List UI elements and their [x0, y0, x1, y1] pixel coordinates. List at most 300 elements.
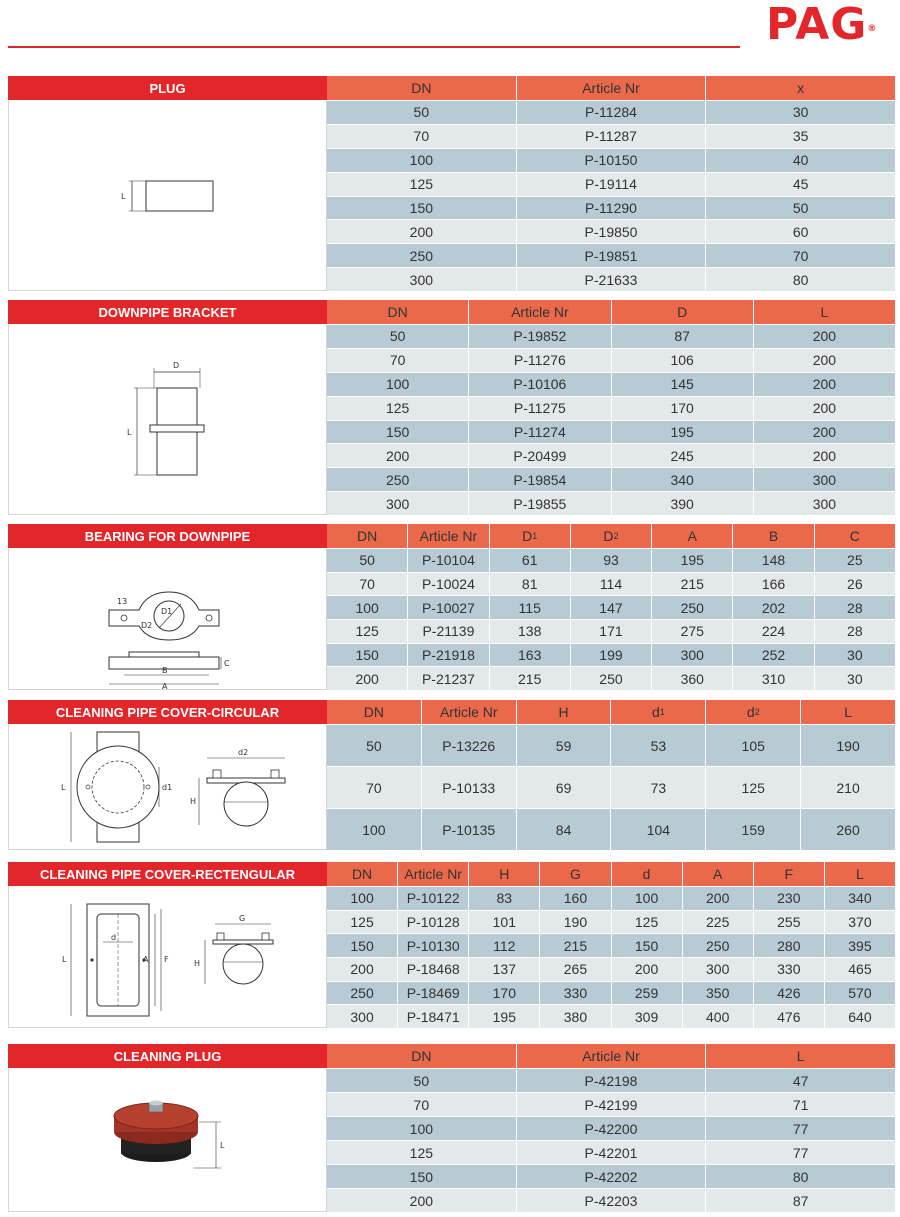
table-cell: 87: [611, 325, 753, 348]
table-cell: 26: [814, 573, 895, 596]
table-cell: 145: [611, 373, 753, 396]
table-row: [327, 724, 895, 766]
column-header-label: H: [558, 704, 569, 720]
table-cell: 77: [705, 1117, 895, 1140]
table-cell: P-10024: [407, 573, 488, 596]
table-header-row: [327, 862, 895, 886]
table-cell: 390: [611, 492, 753, 515]
table-cell: 61: [489, 549, 570, 572]
section-cleaning-plug: [8, 1044, 895, 1212]
table-cell: 115: [489, 596, 570, 619]
table-cell: 166: [732, 573, 813, 596]
rectangular-cover-drawing: [9, 886, 326, 1027]
product-panel: [8, 1044, 327, 1212]
dim-label: L: [220, 1141, 225, 1150]
column-header-label: A: [713, 866, 723, 882]
table-row: [327, 1164, 895, 1188]
column-header-subscript: 2: [754, 707, 760, 717]
table-cell: 70: [705, 244, 895, 267]
product-panel: [8, 76, 327, 291]
table-cell: 83: [468, 887, 539, 910]
table-cell: 125: [355, 623, 379, 640]
column-header-label: DN: [357, 528, 378, 544]
table-cell: 47: [705, 1069, 895, 1092]
table-row: [327, 491, 895, 515]
table-cell: 200: [385, 447, 410, 464]
section-cleaning-pipe-cover-rectangular: [8, 862, 895, 1028]
table-cell: 170: [468, 982, 539, 1005]
table-cell: 59: [516, 725, 611, 766]
dim-label: L: [127, 428, 132, 437]
table-row: [327, 643, 895, 667]
table-cell: 465: [824, 958, 895, 981]
column-header: [397, 862, 468, 886]
table-header-row: [327, 300, 895, 324]
section-cleaning-pipe-cover-circular: [8, 700, 895, 850]
table-cell: 125: [350, 914, 374, 930]
table-cell: 81: [489, 573, 570, 596]
table-cell: 259: [611, 982, 682, 1005]
table-header-row: [327, 524, 895, 548]
table-cell: 245: [611, 444, 753, 467]
table-body: [327, 1068, 895, 1212]
table-cell: 224: [732, 620, 813, 643]
column-header: [753, 300, 895, 324]
column-header: [824, 862, 895, 886]
table-cell: 200: [409, 1192, 434, 1209]
table-cell: 50: [389, 328, 406, 345]
table-cell: P-10106: [468, 373, 610, 396]
column-header: [732, 524, 813, 548]
table-cell: 100: [611, 887, 682, 910]
table-cell: P-11274: [468, 421, 610, 444]
table-cell: 265: [539, 958, 610, 981]
table-cell: 147: [570, 596, 651, 619]
column-header-subscript: 2: [613, 531, 619, 541]
table-cell: P-11276: [468, 349, 610, 372]
table-cell: 148: [732, 549, 813, 572]
section-title: CLEANING PIPE COVER-RECTENGULAR: [8, 862, 327, 886]
column-header-label: d: [642, 866, 651, 882]
table-cell: 171: [570, 620, 651, 643]
column-header-label: L: [820, 304, 829, 320]
column-header: [327, 700, 421, 724]
column-header: [468, 300, 610, 324]
section-title: CLEANING PLUG: [8, 1044, 327, 1068]
table-cell: 25: [814, 549, 895, 572]
column-header: [421, 700, 516, 724]
table-cell: 70: [413, 1096, 430, 1113]
dim-label: D: [173, 361, 180, 370]
dim-label: d: [111, 933, 117, 942]
spec-table: [327, 524, 895, 690]
table-cell: 250: [409, 247, 434, 264]
table-row: [327, 1092, 895, 1116]
column-header-label: G: [569, 866, 581, 882]
column-header: [516, 1044, 706, 1068]
table-cell: 105: [705, 725, 800, 766]
table-cell: 170: [611, 397, 753, 420]
column-header: [814, 524, 895, 548]
table-cell: 159: [705, 809, 800, 850]
dim-label: G: [239, 914, 246, 923]
table-cell: 50: [359, 552, 375, 569]
column-header: [327, 76, 516, 100]
dim-label: L: [62, 955, 67, 964]
table-cell: P-10104: [407, 549, 488, 572]
table-cell: 340: [824, 887, 895, 910]
table-cell: 104: [610, 809, 705, 850]
dim-label: B: [162, 666, 168, 675]
table-header-row: [327, 76, 895, 100]
table-cell: 30: [814, 667, 895, 690]
column-header-label: C: [849, 528, 860, 544]
section-title: PLUG: [8, 76, 327, 100]
table-cell: 340: [611, 468, 753, 491]
table-cell: 70: [366, 779, 382, 796]
table-cell: 125: [409, 1144, 434, 1161]
table-cell: 300: [350, 1008, 374, 1025]
table-cell: 160: [539, 887, 610, 910]
table-cell: 400: [682, 1005, 753, 1028]
product-panel: [8, 700, 327, 850]
section-bearing-for-downpipe: [8, 524, 895, 690]
table-row: [327, 886, 895, 910]
table-cell: P-21633: [516, 268, 706, 291]
column-header-label: F: [784, 866, 794, 882]
table-cell: 202: [732, 596, 813, 619]
table-cell: 370: [824, 911, 895, 934]
table-row: [327, 933, 895, 957]
column-header-label: L: [856, 866, 864, 882]
column-header: [539, 862, 610, 886]
table-cell: P-19855: [468, 492, 610, 515]
table-cell: 195: [651, 549, 732, 572]
table-cell: 69: [516, 767, 611, 808]
column-header: [516, 76, 706, 100]
table-row: [327, 910, 895, 934]
table-cell: 195: [468, 1005, 539, 1028]
column-header: [682, 862, 753, 886]
table-row: [327, 981, 895, 1005]
table-cell: 190: [539, 911, 610, 934]
table-row: [327, 243, 895, 267]
table-cell: P-18468: [397, 958, 468, 981]
table-cell: P-10122: [397, 887, 468, 910]
section-downpipe-bracket: [8, 300, 895, 515]
table-cell: 200: [409, 223, 434, 240]
table-row: [327, 595, 895, 619]
table-cell: 309: [611, 1005, 682, 1028]
table-cell: 640: [824, 1005, 895, 1028]
table-cell: P-21139: [407, 620, 488, 643]
table-cell: 100: [362, 821, 386, 838]
table-cell: 395: [824, 934, 895, 957]
product-panel: [8, 300, 327, 515]
table-cell: 101: [468, 911, 539, 934]
table-cell: P-10130: [397, 934, 468, 957]
table-cell: P-19114: [516, 173, 706, 196]
column-header-subscript: 1: [532, 531, 538, 541]
dim-label: D1: [161, 607, 173, 616]
column-header-label: Article Nr: [582, 1048, 640, 1064]
table-cell: 70: [359, 576, 375, 592]
table-cell: 300: [682, 958, 753, 981]
cleaning-plug-photo: [9, 1068, 326, 1211]
table-cell: P-13226: [421, 725, 516, 766]
table-body: [327, 324, 895, 515]
table-row: [327, 348, 895, 372]
table-cell: 330: [753, 958, 824, 981]
table-row: [327, 219, 895, 243]
table-cell: 125: [385, 400, 410, 417]
table-cell: P-18471: [397, 1005, 468, 1028]
table-cell: 150: [409, 199, 434, 216]
table-body: [327, 100, 895, 291]
table-cell: P-10027: [407, 596, 488, 619]
table-cell: 250: [651, 596, 732, 619]
column-header-label: L: [796, 1048, 805, 1064]
table-cell: 200: [753, 325, 895, 348]
column-header-label: Article Nr: [582, 80, 640, 96]
column-header: [705, 76, 895, 100]
table-cell: 150: [611, 934, 682, 957]
column-header: [705, 1044, 895, 1068]
table-cell: 28: [814, 620, 895, 643]
dim-label: d1: [162, 783, 173, 792]
table-cell: 100: [350, 890, 374, 907]
column-header: [570, 524, 651, 548]
table-cell: 84: [516, 809, 611, 850]
table-cell: P-11287: [516, 125, 706, 148]
table-cell: 215: [489, 667, 570, 690]
table-row: [327, 372, 895, 396]
table-cell: P-19851: [516, 244, 706, 267]
table-cell: 60: [705, 220, 895, 243]
table-cell: 330: [539, 982, 610, 1005]
column-header: [327, 524, 407, 548]
column-header: [327, 1044, 516, 1068]
table-cell: 476: [753, 1005, 824, 1028]
table-row: [327, 172, 895, 196]
table-cell: P-10128: [397, 911, 468, 934]
spec-table: [327, 700, 895, 850]
table-cell: 30: [705, 101, 895, 124]
table-cell: 252: [732, 644, 813, 667]
column-header-label: D: [677, 304, 688, 320]
section-title: CLEANING PIPE COVER-CIRCULAR: [8, 700, 327, 724]
column-header-label: D: [603, 528, 614, 544]
table-cell: 30: [814, 644, 895, 667]
table-row: [327, 572, 895, 596]
table-cell: P-11290: [516, 197, 706, 220]
table-cell: 215: [539, 934, 610, 957]
column-header-subscript: 1: [659, 707, 665, 717]
table-cell: 300: [385, 495, 410, 512]
table-cell: 70: [389, 352, 406, 369]
table-cell: 73: [610, 767, 705, 808]
table-row: [327, 443, 895, 467]
table-cell: 250: [385, 471, 410, 488]
table-cell: 100: [409, 1120, 434, 1137]
table-cell: 225: [682, 911, 753, 934]
table-cell: 125: [705, 767, 800, 808]
dim-label: F: [164, 955, 169, 964]
table-cell: 100: [409, 152, 434, 169]
table-cell: 28: [814, 596, 895, 619]
dim-label: H: [194, 959, 201, 968]
table-cell: 71: [705, 1093, 895, 1116]
table-cell: P-21237: [407, 667, 488, 690]
table-row: [327, 1188, 895, 1212]
table-cell: 255: [753, 911, 824, 934]
dim-label: L: [61, 783, 66, 792]
table-row: [327, 148, 895, 172]
table-cell: 199: [570, 644, 651, 667]
table-cell: 300: [753, 492, 895, 515]
table-cell: P-42198: [516, 1069, 706, 1092]
table-cell: P-10135: [421, 809, 516, 850]
table-cell: 360: [651, 667, 732, 690]
table-cell: 138: [489, 620, 570, 643]
column-header-label: d: [746, 704, 755, 720]
table-cell: 80: [705, 1165, 895, 1188]
table-cell: 125: [611, 911, 682, 934]
table-row: [327, 1004, 895, 1028]
table-cell: 200: [355, 670, 379, 687]
table-cell: 380: [539, 1005, 610, 1028]
table-cell: P-18469: [397, 982, 468, 1005]
column-header: [705, 700, 800, 724]
column-header: [610, 700, 705, 724]
table-cell: 200: [753, 349, 895, 372]
table-cell: 137: [468, 958, 539, 981]
table-row: [327, 1140, 895, 1164]
downpipe-bracket-drawing: [9, 324, 326, 514]
dim-label: 13: [117, 597, 128, 606]
table-cell: 215: [651, 573, 732, 596]
brand-logo: PAG®: [766, 0, 878, 50]
table-cell: 280: [753, 934, 824, 957]
table-cell: 200: [611, 958, 682, 981]
table-row: [327, 467, 895, 491]
table-cell: 426: [753, 982, 824, 1005]
plug-drawing: [9, 100, 326, 290]
table-cell: P-19852: [468, 325, 610, 348]
table-cell: 310: [732, 667, 813, 690]
section-title: DOWNPIPE BRACKET: [8, 300, 327, 324]
table-cell: P-11275: [468, 397, 610, 420]
table-cell: 200: [350, 961, 374, 978]
column-header-label: DN: [351, 866, 373, 882]
table-cell: P-42199: [516, 1093, 706, 1116]
column-header: [327, 862, 397, 886]
table-cell: P-42200: [516, 1117, 706, 1140]
table-cell: P-10150: [516, 149, 706, 172]
dim-label: d2: [238, 748, 249, 757]
table-row: [327, 267, 895, 291]
spec-table: [327, 862, 895, 1028]
table-cell: 300: [753, 468, 895, 491]
table-cell: P-10133: [421, 767, 516, 808]
table-cell: 100: [355, 599, 379, 616]
table-cell: 70: [413, 128, 430, 145]
column-header-label: Article Nr: [511, 304, 569, 320]
table-cell: P-42202: [516, 1165, 706, 1188]
table-cell: 150: [350, 937, 374, 954]
spec-table: [327, 1044, 895, 1212]
table-row: [327, 1068, 895, 1092]
table-cell: P-42201: [516, 1141, 706, 1164]
table-cell: P-21918: [407, 644, 488, 667]
table-cell: 112: [468, 934, 539, 957]
table-cell: 150: [409, 1168, 434, 1185]
column-header-label: H: [499, 866, 510, 882]
table-row: [327, 666, 895, 690]
table-cell: 35: [705, 125, 895, 148]
column-header-label: DN: [387, 304, 408, 320]
table-cell: P-20499: [468, 444, 610, 467]
table-row: [327, 124, 895, 148]
spec-table: [327, 76, 895, 291]
table-row: [327, 766, 895, 808]
column-header: [327, 300, 468, 324]
section-plug: [8, 76, 895, 291]
table-cell: P-11284: [516, 101, 706, 124]
dim-label: A: [162, 682, 168, 690]
table-row: [327, 324, 895, 348]
dim-label: H: [190, 797, 197, 806]
table-cell: 200: [753, 421, 895, 444]
column-header: [611, 862, 682, 886]
table-cell: 50: [705, 197, 895, 220]
table-body: [327, 724, 895, 850]
table-cell: 125: [409, 176, 434, 193]
product-panel: [8, 862, 327, 1028]
column-header: [407, 524, 488, 548]
column-header: [516, 700, 611, 724]
table-cell: 250: [682, 934, 753, 957]
table-cell: 50: [366, 737, 382, 754]
table-cell: 200: [753, 397, 895, 420]
table-cell: P-42203: [516, 1189, 706, 1212]
section-title: BEARING FOR DOWNPIPE: [8, 524, 327, 548]
table-cell: 40: [705, 149, 895, 172]
column-header: [651, 524, 732, 548]
table-cell: 50: [413, 1072, 430, 1089]
table-body: [327, 886, 895, 1028]
table-cell: 200: [682, 887, 753, 910]
table-row: [327, 100, 895, 124]
dim-label: D2: [141, 621, 153, 630]
spec-table: [327, 300, 895, 515]
column-header-label: D: [522, 528, 533, 544]
table-cell: 195: [611, 421, 753, 444]
table-row: [327, 548, 895, 572]
table-cell: 53: [610, 725, 705, 766]
table-cell: 350: [682, 982, 753, 1005]
table-row: [327, 196, 895, 220]
table-cell: 150: [385, 423, 410, 440]
table-cell: 77: [705, 1141, 895, 1164]
column-header-label: A: [687, 528, 697, 544]
circular-cover-drawing: [9, 724, 326, 849]
table-cell: 200: [753, 373, 895, 396]
table-cell: 106: [611, 349, 753, 372]
dim-label: L: [121, 192, 126, 201]
table-cell: 80: [705, 268, 895, 291]
table-cell: 300: [651, 644, 732, 667]
